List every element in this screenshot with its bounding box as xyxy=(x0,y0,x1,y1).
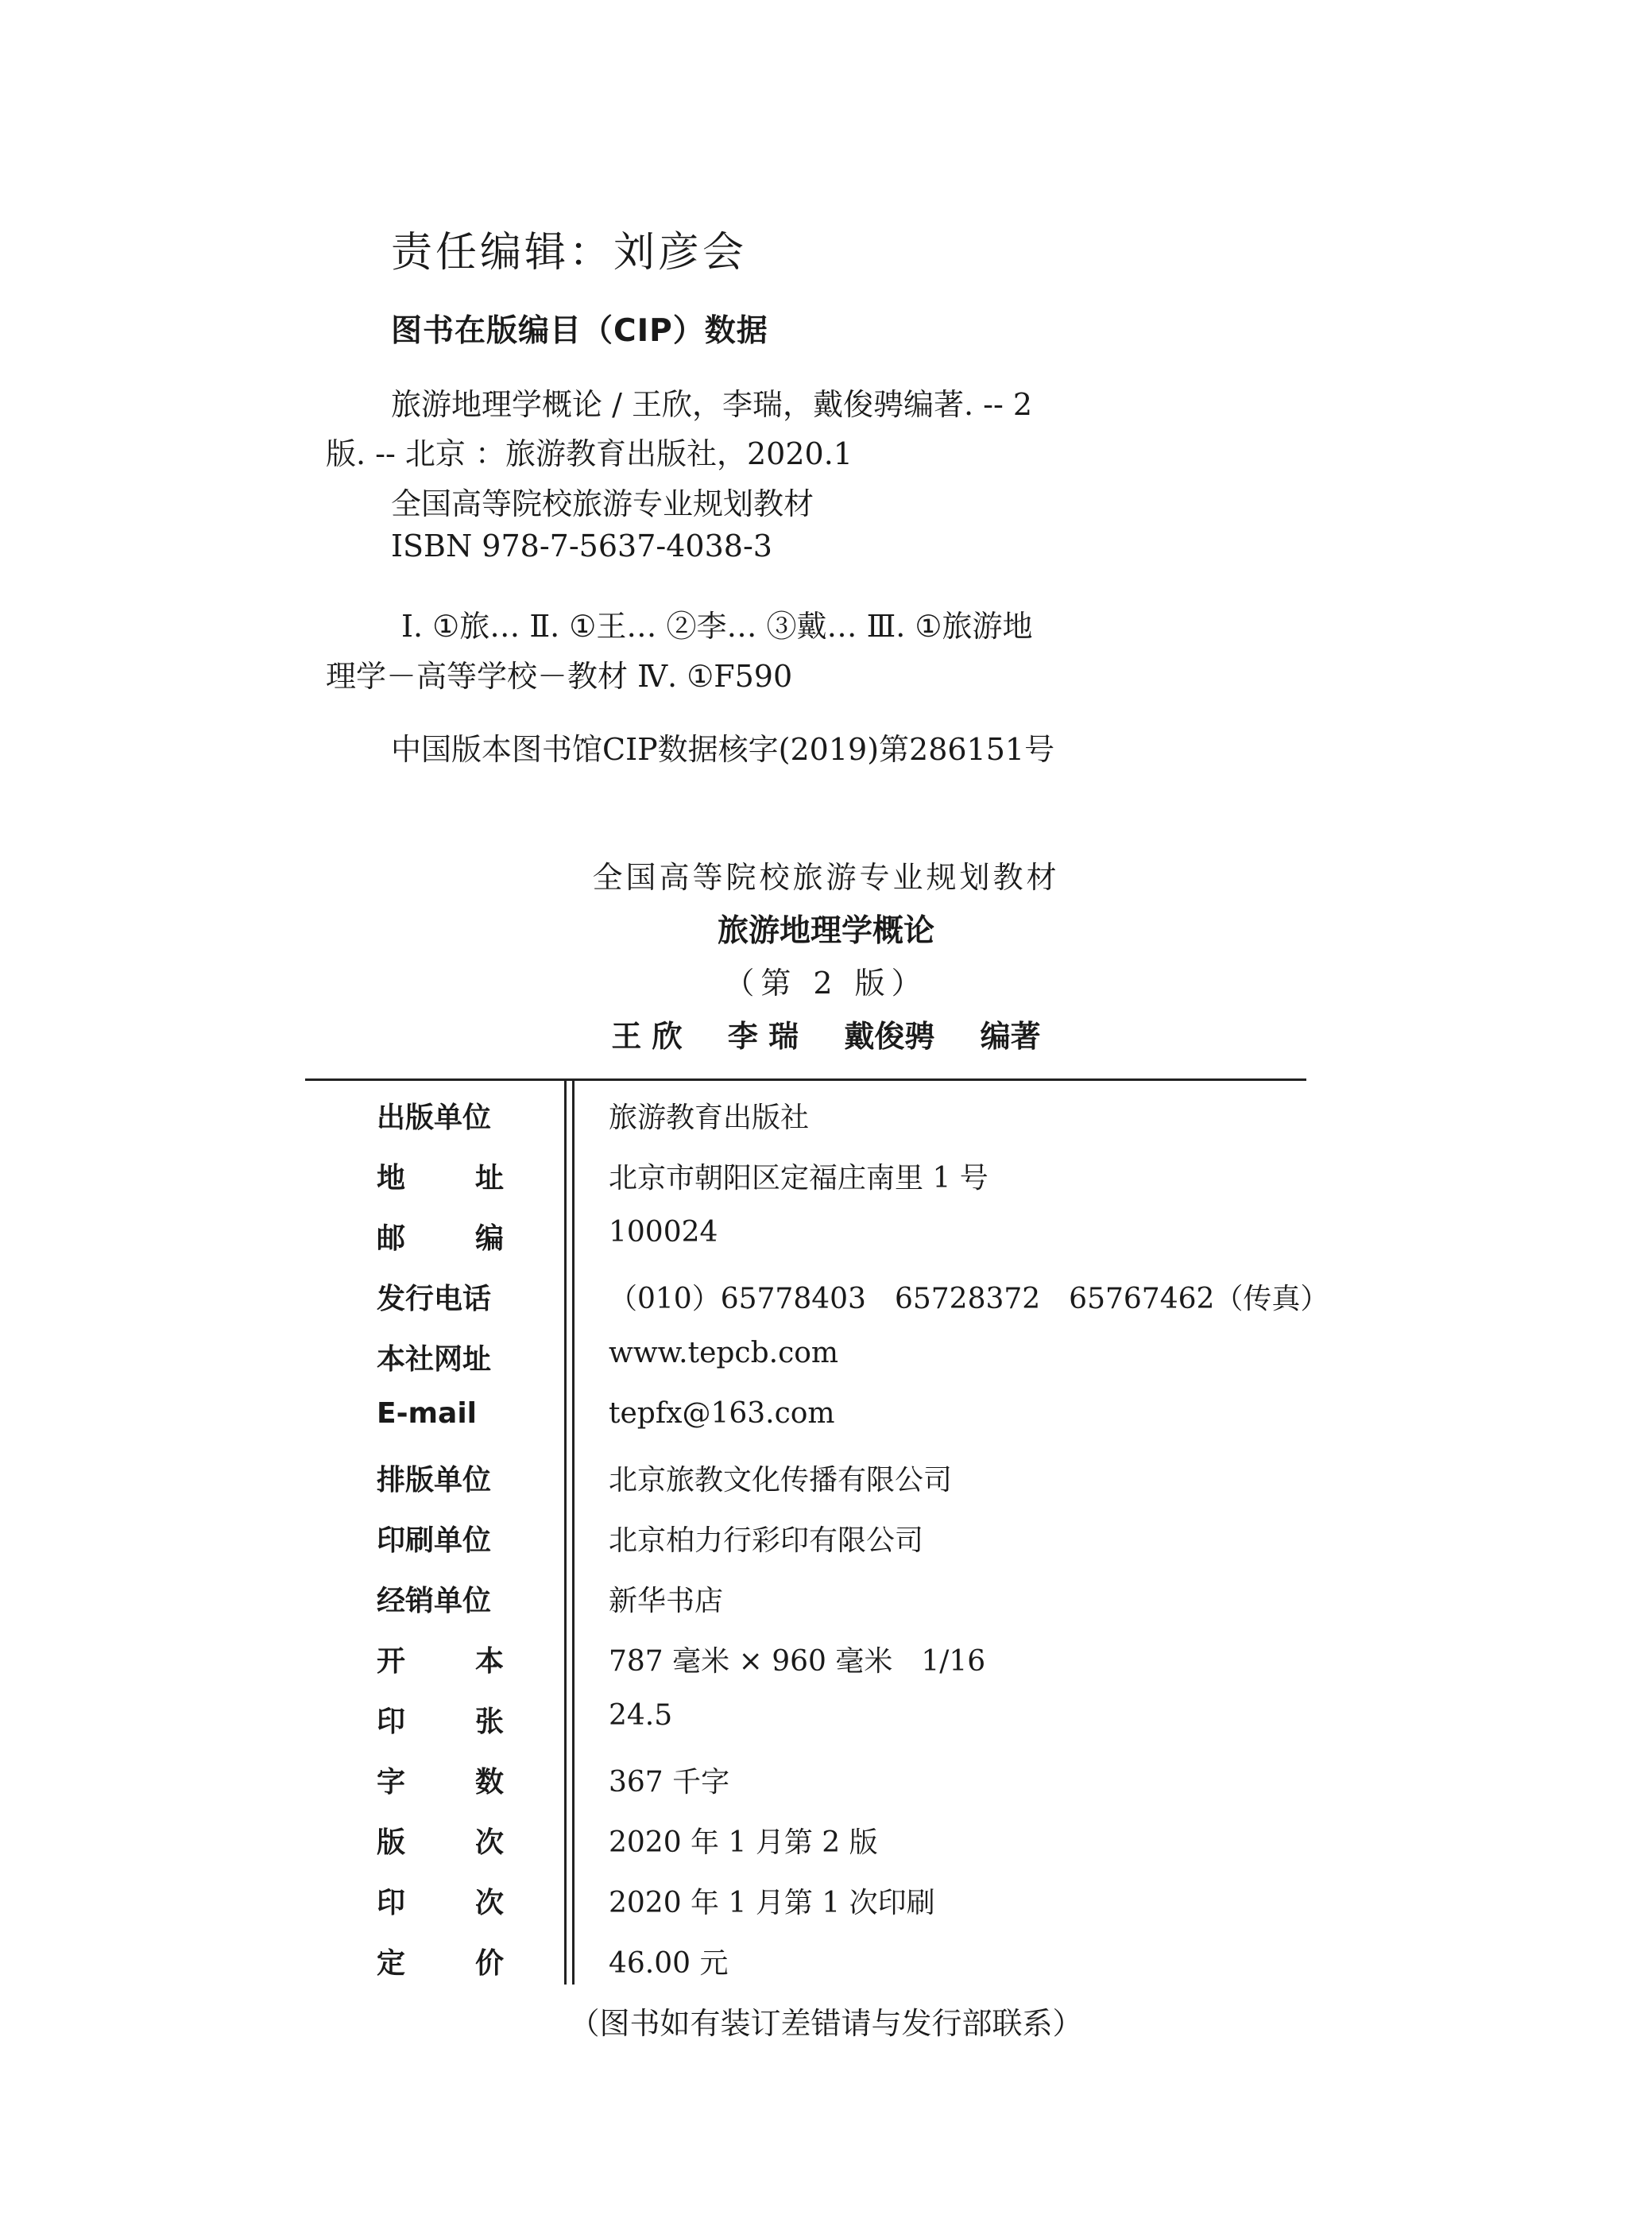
row-value-price: 46.00 元 xyxy=(609,1947,729,1980)
row-value-website: www.tepcb.com xyxy=(609,1337,839,1369)
table-top-rule xyxy=(305,1078,1306,1081)
row-label-sheets: 印 张 xyxy=(377,1706,504,1738)
row-value-printer: 北京柏力行彩印有限公司 xyxy=(609,1524,924,1557)
row-value-publisher: 旅游教育出版社 xyxy=(609,1102,810,1134)
row-label-edition: 版 次 xyxy=(377,1826,504,1859)
row-value-wordcount: 367 千字 xyxy=(609,1766,730,1799)
row-label-distributor: 经销单位 xyxy=(377,1585,492,1617)
cip-line-5: Ⅰ. ①旅… Ⅱ. ①王… ②李… ③戴… Ⅲ. ①旅游地 xyxy=(401,609,1033,644)
edition: （第 2 版） xyxy=(724,966,928,1001)
cip-line-2: 版. -- 北京 ：旅游教育出版社，2020.1 xyxy=(326,436,853,471)
responsible-editor xyxy=(391,219,747,278)
row-label-wordcount: 字 数 xyxy=(377,1766,504,1799)
row-value-printing: 2020 年 1 月第 1 次印刷 xyxy=(609,1887,935,1919)
author-2: 李 瑞 xyxy=(727,1019,799,1054)
row-label-phone: 发行电话 xyxy=(377,1283,492,1315)
row-label-printer: 印刷单位 xyxy=(377,1524,492,1557)
authors xyxy=(0,1012,1652,1055)
row-value-distributor: 新华书店 xyxy=(609,1585,724,1617)
row-label-address: 地 址 xyxy=(377,1162,504,1195)
book-title: 旅游地理学概论 xyxy=(717,913,934,949)
row-label-price: 定 价 xyxy=(377,1947,504,1980)
row-label-typesetter: 排版单位 xyxy=(377,1464,492,1497)
footer-note: （图书如有装订差错请与发行部联系） xyxy=(569,2006,1083,2041)
cip-line-3: 全国高等院校旅游专业规划教材 xyxy=(391,486,814,521)
row-label-printing: 印 次 xyxy=(377,1887,504,1919)
row-value-email: tepfx@163.com xyxy=(609,1397,835,1430)
cip-line-6: 理学－高等学校－教材 Ⅳ. ①F590 xyxy=(326,659,793,694)
row-value-format: 787 毫米 × 960 毫米 1/16 xyxy=(609,1645,986,1678)
row-label-website: 本社网址 xyxy=(377,1343,492,1376)
row-value-phone: （010）65778403 65728372 65767462（传真） xyxy=(609,1283,1329,1315)
row-value-edition: 2020 年 1 月第 2 版 xyxy=(609,1826,878,1859)
cip-number: 中国版本图书馆CIP数据核字(2019)第286151号 xyxy=(391,732,1055,767)
editor-label: 责任编辑： xyxy=(391,229,614,277)
row-value-postcode: 100024 xyxy=(609,1216,718,1249)
table-divider-right xyxy=(572,1081,575,1985)
row-label-format: 开 本 xyxy=(377,1645,504,1678)
cip-line-4: ISBN 978-7-5637-4038-3 xyxy=(391,529,772,563)
row-value-typesetter: 北京旅教文化传播有限公司 xyxy=(609,1464,953,1497)
author-role: 编著 xyxy=(980,1019,1041,1054)
author-1: 王 欣 xyxy=(611,1019,683,1054)
cip-line-1: 旅游地理学概论 / 王欣，李瑞，戴俊骋编著. -- 2 xyxy=(391,387,1033,422)
row-value-sheets: 24.5 xyxy=(609,1699,673,1732)
row-label-email: E-mail xyxy=(377,1397,478,1430)
row-label-postcode: 邮 编 xyxy=(377,1222,504,1255)
row-label-publisher: 出版单位 xyxy=(377,1102,492,1134)
table-divider-left xyxy=(564,1081,567,1985)
row-value-address: 北京市朝阳区定福庄南里 1 号 xyxy=(609,1162,988,1195)
editor-name: 刘彦会 xyxy=(613,229,748,277)
series-name: 全国高等院校旅游专业规划教材 xyxy=(592,860,1060,895)
cip-title: 图书在版编目（CIP）数据 xyxy=(391,313,768,349)
author-3: 戴俊骋 xyxy=(844,1019,935,1054)
